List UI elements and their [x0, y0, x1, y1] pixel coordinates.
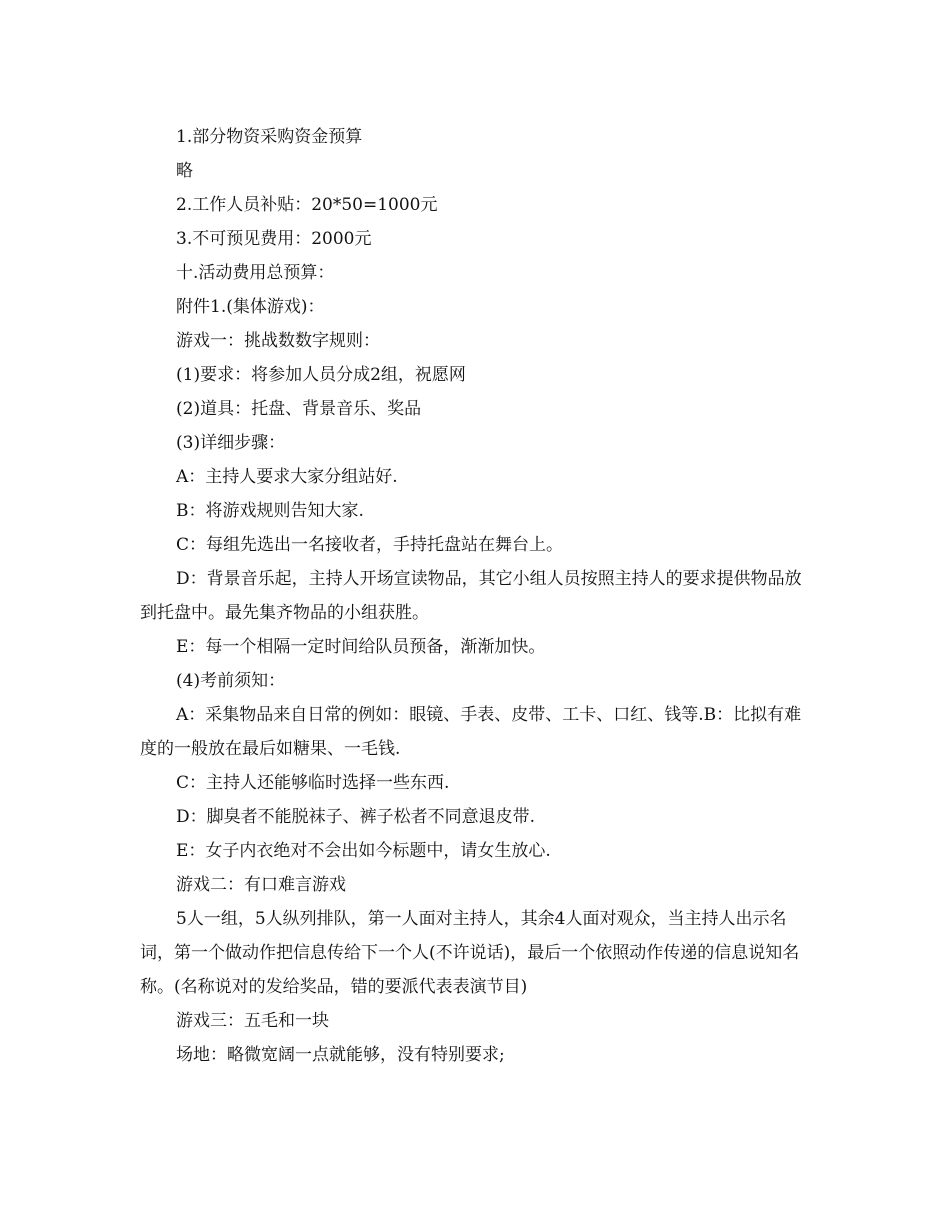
paragraph: C：每组先选出一名接收者，手持托盘站在舞台上。	[176, 535, 564, 555]
paragraph: A：主持人要求大家分组站好.	[176, 467, 398, 487]
paragraph: D：脚臭者不能脱袜子、裤子松者不同意退皮带.	[176, 807, 536, 827]
paragraph: (1)要求：将参加人员分成2组，祝愿网	[176, 365, 466, 385]
paragraph: 游戏三：五毛和一块	[176, 1011, 329, 1031]
paragraph: E：女子内衣绝对不会出如今标题中，请女生放心.	[176, 841, 551, 861]
paragraph: D：背景音乐起，主持人开场宣读物品，其它小组人员按照主持人的要求提供物品放到托盘中。最先集齐物品的小组获胜。	[140, 569, 802, 623]
paragraph: E：每一个相隔一定时间给队员预备，渐渐加快。	[176, 637, 546, 657]
paragraph: C：主持人还能够临时选择一些东西.	[176, 773, 450, 793]
paragraph: (3)详细步骤：	[176, 433, 286, 453]
paragraph: (2)道具：托盘、背景音乐、奖品	[176, 399, 422, 419]
paragraph: 游戏二：有口难言游戏	[176, 875, 346, 895]
paragraph: 场地：略微宽阔一点就能够，没有特别要求;	[176, 1045, 505, 1065]
paragraph: 1.部分物资采购资金预算	[176, 127, 363, 147]
paragraph: 3.不可预见费用：2000元	[176, 229, 372, 249]
paragraph: A：采集物品来自日常的例如：眼镜、手表、皮带、工卡、口红、钱等.B：比拟有难度的一般放在最后如糖果、一毛钱.	[140, 705, 802, 759]
paragraph: 2.工作人员补贴：20*50=1000元	[176, 195, 438, 215]
paragraph: 十.活动费用总预算：	[176, 263, 335, 283]
document-body	[140, 120, 812, 1072]
paragraph: (4)考前须知：	[176, 671, 286, 691]
paragraph: 游戏一：挑战数数字规则：	[176, 331, 380, 351]
paragraph: B：将游戏规则告知大家.	[176, 501, 364, 521]
paragraph: 附件1.(集体游戏)：	[176, 297, 325, 317]
paragraph: 略	[176, 161, 193, 181]
paragraph: 5人一组，5人纵列排队，第一人面对主持人，其余4人面对观众，当主持人出示名词，第一个做动作把信息传给下一个人(不许说话)，最后一个依照动作传递的信息说知名称。(名称说对的发给奖品，错的要派代表表演节目)	[140, 909, 800, 997]
